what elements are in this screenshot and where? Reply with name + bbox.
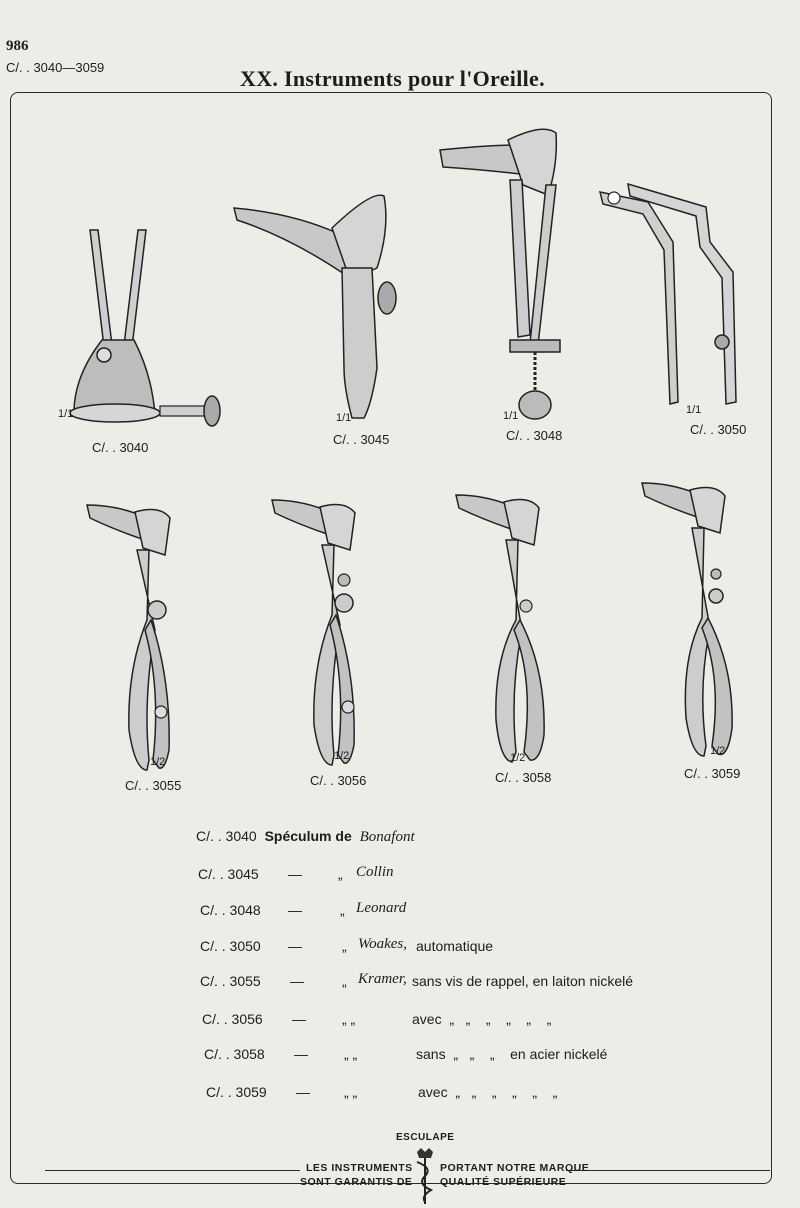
list-item-code: C/. . 3056 bbox=[202, 1011, 263, 1027]
footer-left-line-1: LES INSTRUMENTS bbox=[306, 1162, 413, 1174]
speculum-3040-illustration bbox=[60, 225, 230, 435]
list-item-code: C/. . 3040 bbox=[196, 828, 257, 844]
list-item-code: C/. . 3050 bbox=[200, 938, 261, 954]
list-item bbox=[196, 828, 415, 846]
list-item-ditto: „ bbox=[342, 973, 347, 989]
scale-3056: 1/2 bbox=[334, 750, 350, 762]
list-item-name: Leonard bbox=[356, 900, 407, 916]
page-title: XX. Instruments pour l'Oreille. bbox=[240, 66, 545, 91]
speculum-3055-illustration bbox=[85, 500, 185, 775]
list-item-dash: — bbox=[288, 902, 302, 918]
list-item-code: C/. . 3058 bbox=[204, 1046, 265, 1062]
scale-3058: 1/2 bbox=[510, 752, 526, 764]
list-item-description: avec „ „ „ „ „ „ bbox=[412, 1011, 552, 1027]
list-item-name: Bonafont bbox=[359, 829, 415, 845]
list-item-description: avec „ „ „ „ „ „ bbox=[418, 1084, 558, 1100]
footer-rule-right bbox=[566, 1170, 770, 1171]
list-item-dash: — bbox=[290, 973, 304, 989]
list-item-name: Collin bbox=[356, 864, 394, 880]
footer-left-line-2: SONT GARANTIS DE bbox=[300, 1176, 413, 1188]
list-item-dash: — bbox=[294, 1046, 308, 1062]
list-item-text: Spéculum de bbox=[264, 828, 352, 844]
page-number: 986 bbox=[6, 38, 29, 54]
brand-name: ESCULAPE bbox=[396, 1132, 455, 1143]
list-item bbox=[200, 902, 760, 924]
list-item-description: sans vis de rappel, en laiton nickelé bbox=[412, 973, 634, 989]
list-item-ditto: „ „ bbox=[344, 1084, 358, 1100]
list-item-name: Kramer, bbox=[358, 971, 407, 987]
scale-3040: 1/1 bbox=[58, 408, 74, 420]
list-item-ditto: „ „ bbox=[342, 1011, 356, 1027]
speculum-3048-illustration bbox=[438, 125, 568, 425]
figure-label-3059: C/. . 3059 bbox=[684, 766, 741, 781]
scale-3050: 1/1 bbox=[686, 404, 702, 416]
list-item-ditto: „ bbox=[340, 902, 345, 918]
list-item-name: Woakes, bbox=[358, 936, 408, 952]
list-item-code: C/. . 3045 bbox=[198, 866, 259, 882]
list-item-description: automatique bbox=[416, 938, 494, 954]
speculum-3045-illustration bbox=[232, 188, 402, 428]
list-item bbox=[200, 973, 760, 995]
list-item-dash: — bbox=[296, 1084, 310, 1100]
list-item-code: C/. . 3055 bbox=[200, 973, 261, 989]
list-item bbox=[202, 1011, 762, 1033]
scale-3055: 1/2 bbox=[150, 756, 166, 768]
footer-right-line-1: PORTANT NOTRE MARQUE bbox=[440, 1162, 590, 1174]
footer-rule-left bbox=[45, 1170, 300, 1171]
list-item-ditto: „ bbox=[342, 938, 347, 954]
trademark-footer bbox=[0, 1128, 800, 1208]
list-item-code: C/. . 3059 bbox=[206, 1084, 267, 1100]
figure-label-3055: C/. . 3055 bbox=[125, 778, 182, 793]
caduceus-logo-icon bbox=[411, 1146, 439, 1206]
speculum-3050-illustration bbox=[598, 182, 748, 422]
list-item-dash: — bbox=[288, 866, 302, 882]
scale-3045: 1/1 bbox=[336, 412, 352, 424]
speculum-3056-illustration bbox=[270, 495, 370, 770]
list-item bbox=[198, 866, 758, 888]
list-item bbox=[200, 938, 760, 960]
figure-label-3056: C/. . 3056 bbox=[310, 773, 367, 788]
list-item-ditto: „ bbox=[338, 866, 343, 882]
scale-3059: 1/2 bbox=[710, 745, 726, 757]
list-item-dash: — bbox=[288, 938, 302, 954]
footer-right-line-2: QUALITÉ SUPÉRIEURE bbox=[440, 1176, 567, 1188]
speculum-3059-illustration bbox=[640, 478, 740, 758]
catalog-range: C/. . 3040—3059 bbox=[6, 60, 105, 75]
figure-label-3040: C/. . 3040 bbox=[92, 440, 149, 455]
speculum-3058-illustration bbox=[454, 490, 554, 765]
figure-label-3045: C/. . 3045 bbox=[333, 432, 390, 447]
list-item-code: C/. . 3048 bbox=[200, 902, 261, 918]
list-item bbox=[204, 1046, 764, 1068]
list-item-dash: — bbox=[292, 1011, 306, 1027]
list-item-ditto: „ „ bbox=[344, 1046, 358, 1062]
figure-label-3048: C/. . 3048 bbox=[506, 428, 563, 443]
figure-label-3050: C/. . 3050 bbox=[690, 422, 747, 437]
list-item bbox=[206, 1084, 766, 1106]
list-item-description: sans „ „ „ en acier nickelé bbox=[416, 1046, 608, 1062]
scale-3048: 1/1 bbox=[503, 410, 519, 422]
figure-label-3058: C/. . 3058 bbox=[495, 770, 552, 785]
